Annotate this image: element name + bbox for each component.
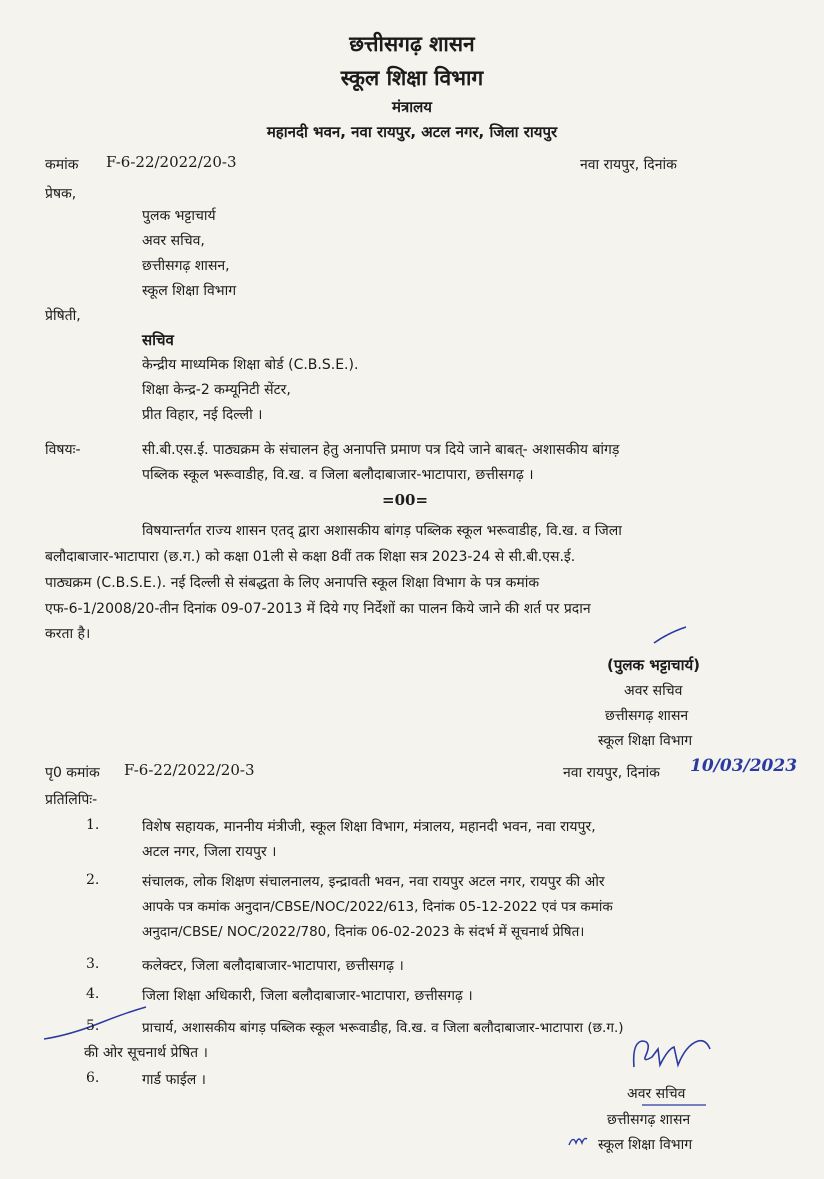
copy-label: प्रतिलिपिः-	[45, 792, 98, 808]
signatory2-govt: छत्तीसगढ़ शासन	[607, 1112, 691, 1128]
endorsement-place-date: नवा रायपुर, दिनांक	[563, 765, 660, 781]
signatory-dept: स्कूल शिक्षा विभाग	[598, 733, 693, 749]
handwritten-date: 10/03/2023	[690, 756, 798, 776]
body-line3: पाठ्यक्रम (C.B.S.E.). नई दिल्ली से संबद्धता के लिए अनापत्ति स्कूल शिक्षा विभाग के पत्र कमांक	[45, 575, 540, 591]
subject-label: विषयः-	[45, 442, 81, 458]
copy-item-4-line1: जिला शिक्षा अधिकारी, जिला बलौदाबाजार-भाटापारा, छत्तीसगढ़ ।	[142, 988, 473, 1004]
copy-item-2-line1: संचालक, लोक शिक्षण संचालनालय, इन्द्रावती भवन, नवा रायपुर अटल नगर, रायपुर की ओर	[142, 874, 605, 890]
header-dept: स्कूल शिक्षा विभाग	[340, 66, 484, 90]
recipient-board: केन्द्रीय माध्यमिक शिक्षा बोर्ड (C.B.S.E.).	[142, 357, 359, 373]
copy-item-1-line1: विशेष सहायक, माननीय मंत्रीजी, स्कूल शिक्षा विभाग, मंत्रालय, महानदी भवन, नवा रायपुर,	[142, 819, 596, 835]
initials-mark-icon	[567, 1133, 589, 1149]
recipient-title: सचिव	[142, 331, 174, 349]
copy-item-5-line2: की ओर सूचनार्थ प्रेषित ।	[84, 1045, 208, 1061]
sender-govt: छत्तीसगढ़ शासन,	[142, 258, 230, 274]
ref-label: कमांक	[45, 157, 79, 173]
recipient-label: प्रेषिती,	[45, 308, 81, 324]
copy-item-number: 4.	[86, 986, 100, 1002]
signatory2-dept: स्कूल शिक्षा विभाग	[598, 1137, 693, 1153]
copy-item-5-line1: प्राचार्य, अशासकीय बांगड़ पब्लिक स्कूल भरूवाडीह, वि.ख. व जिला बलौदाबाजार-भाटापारा (छ.ग.)	[142, 1020, 624, 1036]
sender-dept: स्कूल शिक्षा विभाग	[142, 283, 237, 299]
copy-item-2-line3: अनुदान/CBSE/ NOC/2022/780, दिनांक 06-02-2023 के संदर्भ में सूचनार्थ प्रेषित।	[142, 924, 585, 940]
sender-label: प्रेषक,	[45, 186, 77, 202]
header-govt: छत्तीसगढ़ शासन	[349, 32, 475, 56]
copy-item-1-line2: अटल नगर, जिला रायपुर ।	[142, 844, 277, 860]
copy-item-number: 3.	[86, 956, 100, 972]
recipient-address1: शिक्षा केन्द्र-2 कम्यूनिटी सेंटर,	[142, 382, 291, 398]
header-ministry: मंत्रालय	[391, 98, 432, 116]
sender-name: पुलक भट्टाचार्य	[142, 208, 216, 224]
body-line5: करता है।	[45, 626, 91, 642]
subject-line2: पब्लिक स्कूल भरूवाडीह, वि.ख. व जिला बलौदाबाजार-भाटापारा, छत्तीसगढ़ ।	[142, 467, 534, 483]
recipient-address2: प्रीत विहार, नई दिल्ली ।	[142, 407, 263, 423]
copy-item-2-line2: आपके पत्र कमांक अनुदान/CBSE/NOC/2022/613, दिनांक 05-12-2022 एवं पत्र कमांक	[142, 899, 613, 915]
endorsement-label: पृ0 कमांक	[45, 765, 100, 781]
ref-number: F-6-22/2022/20-3	[106, 153, 237, 171]
signatory2-designation: अवर सचिव	[627, 1086, 686, 1102]
signature-tick-icon	[650, 625, 690, 647]
body-line1: विषयान्तर्गत राज्य शासन एतद् द्वारा अशासकीय बांगड़ पब्लिक स्कूल भरूवाडीह, वि.ख. व जिला	[142, 523, 622, 539]
subject-line1: सी.बी.एस.ई. पाठ्यक्रम के संचालन हेतु अनापत्ति प्रमाण पत्र दिये जाने बाबत्- अशासकीय बांगड़	[142, 442, 620, 458]
signatory-name: (पुलक भट्टाचार्य)	[607, 656, 701, 674]
endorsement-number: F-6-22/2022/20-3	[124, 761, 255, 779]
underline-mark-icon	[640, 1102, 710, 1108]
copy-item-6-line1: गार्ड फाईल ।	[142, 1072, 206, 1088]
body-line2: बलौदाबाजार-भाटापारा (छ.ग.) को कक्षा 01ली से कक्षा 8वीं तक शिक्षा सत्र 2023-24 से सी.बी.एस.ई.	[45, 549, 576, 565]
body-line4: एफ-6-1/2008/20-तीन दिनांक 09-07-2013 में दिये गए निर्देशों का पालन किये जाने की शर्त पर प्रदान	[45, 601, 591, 617]
subject-divider: =00=	[382, 491, 429, 509]
signatory-govt: छत्तीसगढ़ शासन	[605, 708, 689, 724]
copy-item-number: 2.	[86, 872, 100, 888]
header-address: महानदी भवन, नवा रायपुर, अटल नगर, जिला रायपुर	[266, 123, 558, 141]
copy-item-number: 5.	[86, 1018, 100, 1034]
copy-item-number: 1.	[86, 817, 100, 833]
copy-item-3-line1: कलेक्टर, जिला बलौदाबाजार-भाटापारा, छत्तीसगढ़ ।	[142, 958, 404, 974]
copy-item-number: 6.	[86, 1070, 100, 1086]
handwritten-signature-icon	[628, 1035, 718, 1075]
signatory-designation: अवर सचिव	[624, 683, 683, 699]
sender-designation: अवर सचिव,	[142, 233, 205, 249]
ref-place-date: नवा रायपुर, दिनांक	[580, 157, 677, 173]
